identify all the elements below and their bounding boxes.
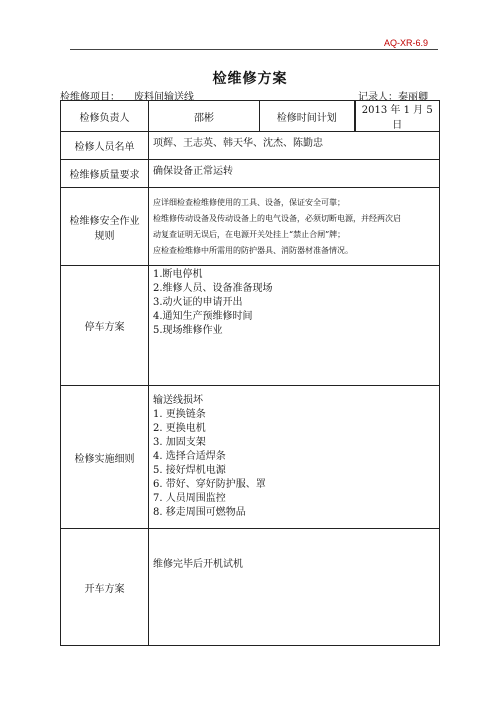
personnel-value: 项辉、王志英、韩天华、沈杰、陈勤忠 <box>149 132 440 160</box>
safety-rules <box>149 188 440 266</box>
details-step: 8. 移走周围可燃物品 <box>153 507 246 518</box>
plan-time-value: 2013 年 1 月 5 日 <box>355 101 440 132</box>
table-row <box>61 132 440 160</box>
safety-label-line: 检维修安全作业 <box>69 215 140 227</box>
personnel-label: 检修人员名单 <box>61 132 149 160</box>
details-step: 5. 接好焊机电源 <box>153 465 226 476</box>
table-row <box>61 188 440 266</box>
startup-value: 维修完毕后开机试机 <box>149 529 440 646</box>
document-code: AQ-XR-6.9 <box>383 38 428 48</box>
safety-label-line: 规则 <box>94 230 115 242</box>
startup-label: 开车方案 <box>61 529 149 646</box>
quality-value: 确保设备正常运转 <box>149 160 440 188</box>
leader-label: 检修负责人 <box>61 101 149 132</box>
safety-rule-line: 应检查检维修中所需用的防护器具、消防器材准备情况。 <box>153 245 353 255</box>
safety-rule-line: 应详细检查检维修使用的工具、设备，保证安全可靠； <box>153 197 345 207</box>
table-row <box>61 386 440 529</box>
implementation-details <box>149 386 440 529</box>
leader-value: 邵彬 <box>149 101 260 132</box>
shutdown-step: 3.动火证的申请开出 <box>153 297 243 308</box>
details-step: 1. 更换链条 <box>153 409 206 420</box>
details-heading: 输送线损坏 <box>153 395 203 406</box>
shutdown-step: 1.断电停机 <box>153 269 203 280</box>
details-step: 6. 带好、穿好防护服、罩 <box>153 479 266 490</box>
shutdown-steps <box>149 266 440 386</box>
details-step: 4. 选择合适焊条 <box>153 451 226 462</box>
details-step: 7. 人员周围监控 <box>153 493 226 504</box>
details-step: 2. 更换电机 <box>153 423 206 434</box>
table-row <box>61 266 440 386</box>
shutdown-step: 4.通知生产预维修时间 <box>153 311 253 322</box>
table-row <box>61 160 440 188</box>
safety-rule-line: 检维修传动设备及传动设备上的电气设备，必须切断电源，并经两次启 <box>153 213 401 223</box>
safety-label <box>61 188 149 266</box>
maintenance-plan-table <box>60 100 440 646</box>
details-label: 检修实施细则 <box>61 386 149 529</box>
shutdown-step: 5.现场维修作业 <box>153 325 223 336</box>
meta-row <box>60 88 438 103</box>
table-row <box>61 529 440 646</box>
page-title: 检维修方案 <box>212 71 288 87</box>
shutdown-step: 2.维修人员、设备准备现场 <box>153 283 273 294</box>
details-step: 3. 加固支架 <box>153 437 206 448</box>
safety-rule-line: 动复查证明无误后，在电源开关处挂上“禁止合闸”牌； <box>153 229 346 239</box>
project-value: 废料间输送线 <box>134 92 194 103</box>
recorder-field: 记录人：秦丽卿 <box>358 92 428 103</box>
shutdown-label: 停车方案 <box>61 266 149 386</box>
plan-time-label: 检修时间计划 <box>260 101 355 132</box>
header-rule <box>70 49 438 50</box>
quality-label: 检维修质量要求 <box>61 160 149 188</box>
project-label: 检维修项目： <box>60 92 120 103</box>
table-row <box>61 101 440 132</box>
